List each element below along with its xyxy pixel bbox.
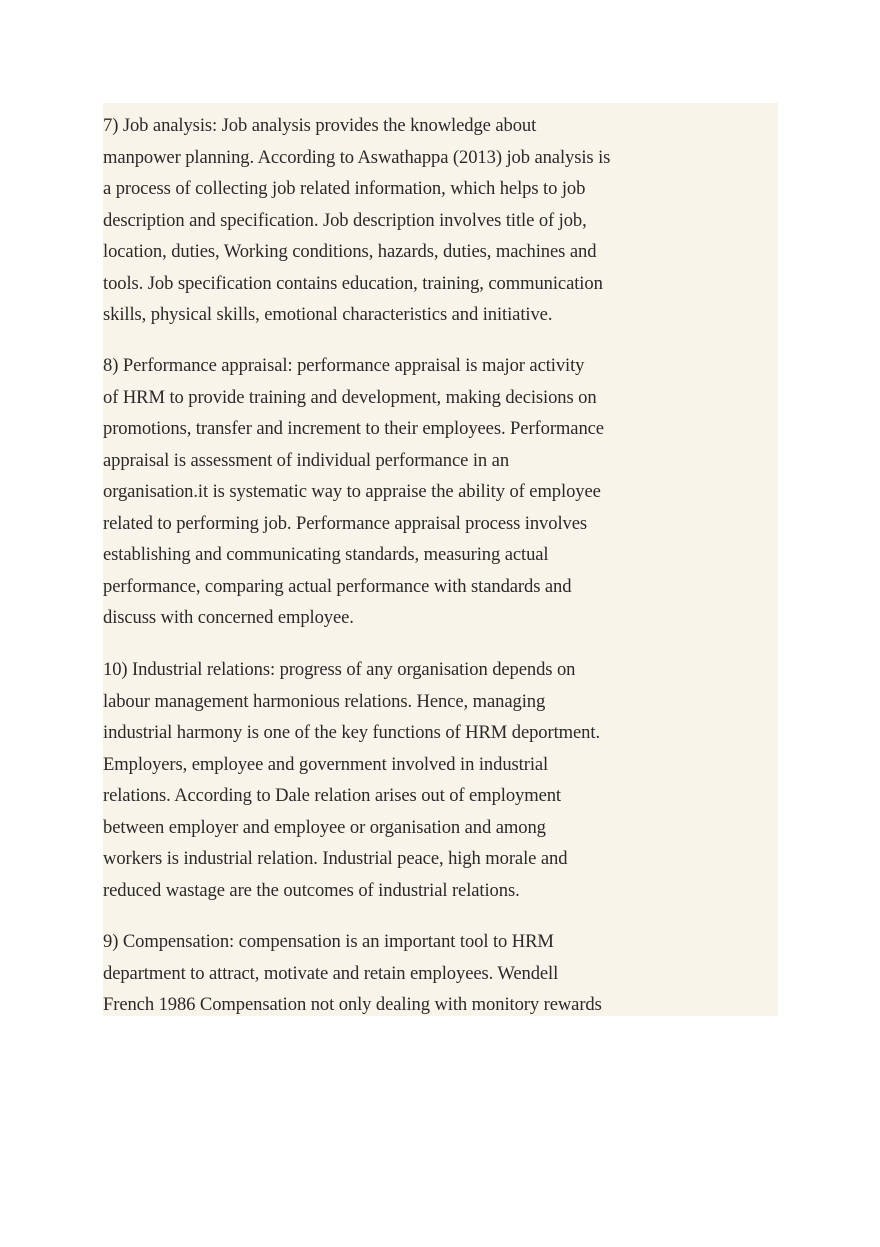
text-line: industrial harmony is one of the key functions of HRM deportment. — [103, 722, 600, 743]
text-line: 10) Industrial relations: progress of any organisation depends on — [103, 659, 576, 680]
text-line: establishing and communicating standards, measuring actual — [103, 544, 549, 565]
text-line: Employers, employee and government involved in industrial — [103, 753, 549, 775]
text-line: manpower planning. According to Aswathappa (2013) job analysis is — [103, 146, 611, 168]
text-line: appraisal is assessment of individual performance in an — [103, 449, 510, 471]
text-line: description and specification. Job description involves title of job, — [103, 209, 587, 231]
text-line: 7) Job analysis: Job analysis provides the knowledge about — [103, 115, 537, 136]
text-line: skills, physical skills, emotional characteristics and initiative. — [103, 304, 553, 325]
text-line: between employer and employee or organisation and among — [103, 816, 546, 838]
paragraph-industrial-relations — [103, 654, 663, 906]
text-line: discuss with concerned employee. — [103, 607, 354, 628]
text-line: reduced wastage are the outcomes of industrial relations. — [103, 879, 520, 901]
text-line: labour management harmonious relations. Hence, managing — [103, 690, 546, 712]
text-line: promotions, transfer and increment to their employees. Performance — [103, 418, 604, 439]
text-line: relations. According to Dale relation arises out of employment — [103, 785, 561, 806]
text-line: location, duties, Working conditions, hazards, duties, machines and — [103, 241, 597, 262]
text-line: performance, comparing actual performance with standards and — [103, 575, 572, 597]
text-line: a process of collecting job related information, which helps to job — [103, 178, 586, 199]
text-line: 9) Compensation: compensation is an important tool to HRM — [103, 931, 554, 952]
paragraph-compensation — [103, 926, 663, 1021]
text-line: of HRM to provide training and development, making decisions on — [103, 386, 597, 408]
text-line: workers is industrial relation. Industrial peace, high morale and — [103, 848, 568, 869]
text-line: related to performing job. Performance appraisal process involves — [103, 512, 588, 534]
text-line: tools. Job specification contains education, training, communication — [103, 272, 603, 294]
paragraph-job-analysis — [103, 110, 663, 331]
paragraph-performance-appraisal — [103, 350, 663, 634]
text-line: department to attract, motivate and retain employees. Wendell — [103, 962, 559, 984]
text-line: French 1986 Compensation not only dealing with monitory rewards — [103, 994, 602, 1015]
text-line: 8) Performance appraisal: performance appraisal is major activity — [103, 355, 585, 376]
text-line: organisation.it is systematic way to appraise the ability of employee — [103, 481, 601, 502]
